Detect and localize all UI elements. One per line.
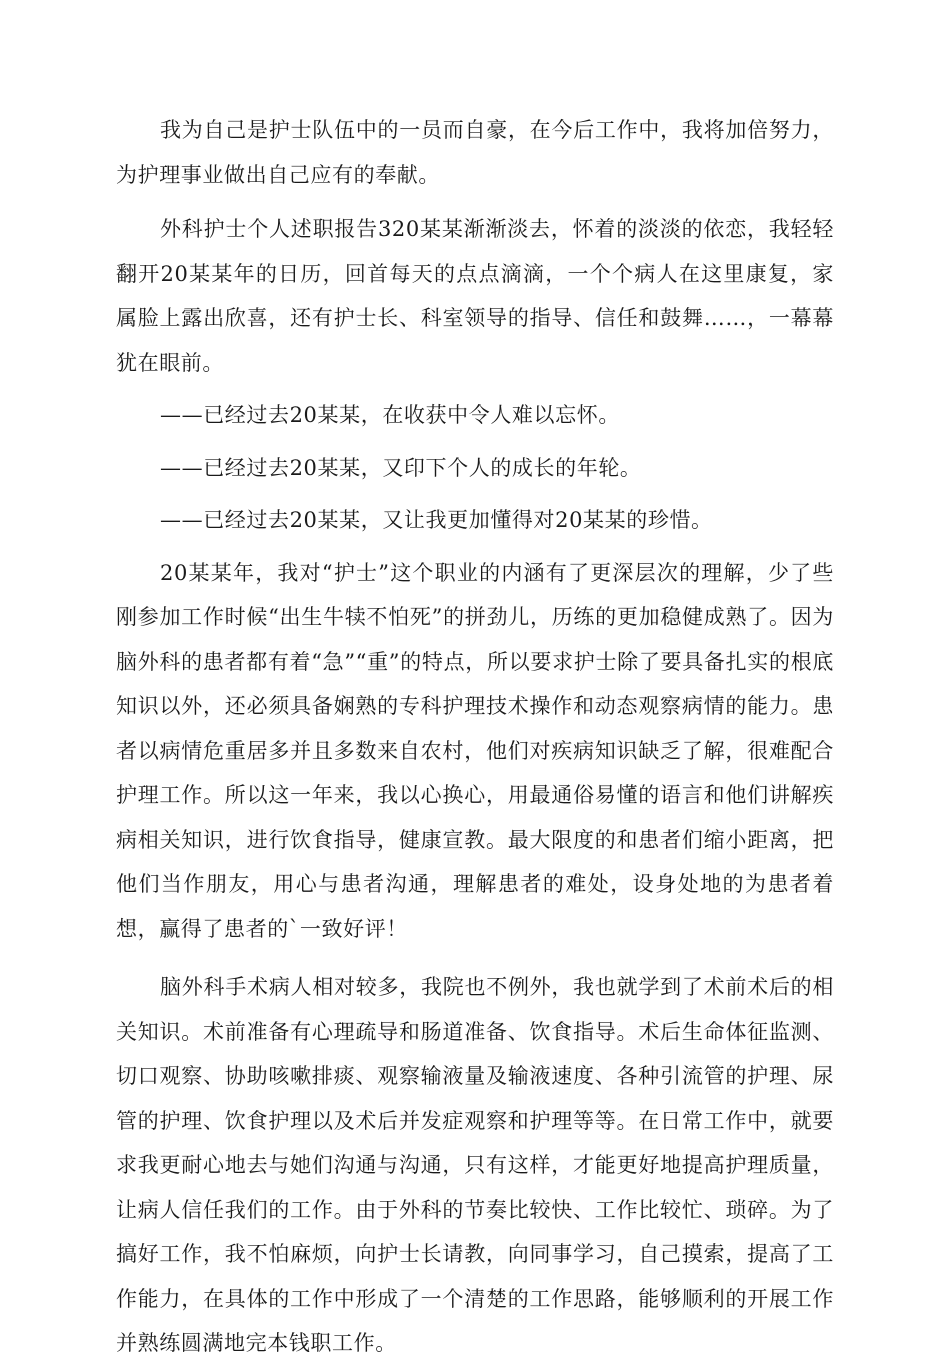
- paragraph-past-growth: ——已经过去20某某，又印下个人的成长的年轮。: [160, 455, 642, 480]
- paragraph-surgery-knowledge: 脑外科手术病人相对较多，我院也不例外，我也就学到了术前术后的相关知识。术前准备有心理疏导和肠道准备、饮食指导。术后生命体征监测、切口观察、协助咳嗽排痰、观察输液量及输液速度、各种引流管的护理、尿管的护理、饮食护理以及术后并发症观察和护理等等。在日常工作中，就要求我更耐心地去与她们沟通与沟通，只有这样，才能更好地提高护理质量，让病人信任我们的工作。由于外科的节奏比较快、工作比较忙、琐碎。为了搞好工作，我不怕麻烦，向护士长请教，向同事学习，自己摸索，提高了工作能力，在具体的工作中形成了一个清楚的工作思路，能够顺利的开展工作并熟练圆满地完本钱职工作。: [116, 975, 834, 1355]
- paragraph-pride: 我为自己是护士队伍中的一员而自豪，在今后工作中，我将加倍努力，为护理事业做出自己应有的奉献。: [116, 118, 834, 187]
- paragraph-nursing-understanding: 20某某年，我对“护士”这个职业的内涵有了更深层次的理解，少了些刚参加工作时候“出生牛犊不怕死”的拼劲儿，历练的更加稳健成熟了。因为脑外科的患者都有着“急”“重”的特点，所以要求护士除了要具备扎实的根底知识以外，还必须具备娴熟的专科护理技术操作和动态观察病情的能力。患者以病情危重居多并且多数来自农村，他们对疾病知识缺乏了解，很难配合护理工作。所以这一年来，我以心换心，用最通俗易懂的语言和他们讲解疾病相关知识，进行饮食指导，健康宣教。最大限度的和患者们缩小距离，把他们当作朋友，用心与患者沟通，理解患者的难处，设身处地的为患者着想，赢得了患者的`一致好评！: [116, 560, 834, 941]
- paragraph-report-intro: 外科护士个人述职报告320某某渐渐淡去，怀着的淡淡的依恋，我轻轻翻开20某某年的日历，回首每天的点点滴滴，一个个病人在这里康复，家属脸上露出欣喜，还有护士长、科室领导的指导、信任和鼓舞……，一幕幕犹在眼前。: [116, 217, 834, 375]
- document-page: [116, 108, 834, 1366]
- paragraph-past-cherish: ——已经过去20某某，又让我更加懂得对20某某的珍惜。: [160, 508, 713, 532]
- paragraph-past-harvest: ——已经过去20某某，在收获中令人难以忘怀。: [160, 403, 620, 427]
